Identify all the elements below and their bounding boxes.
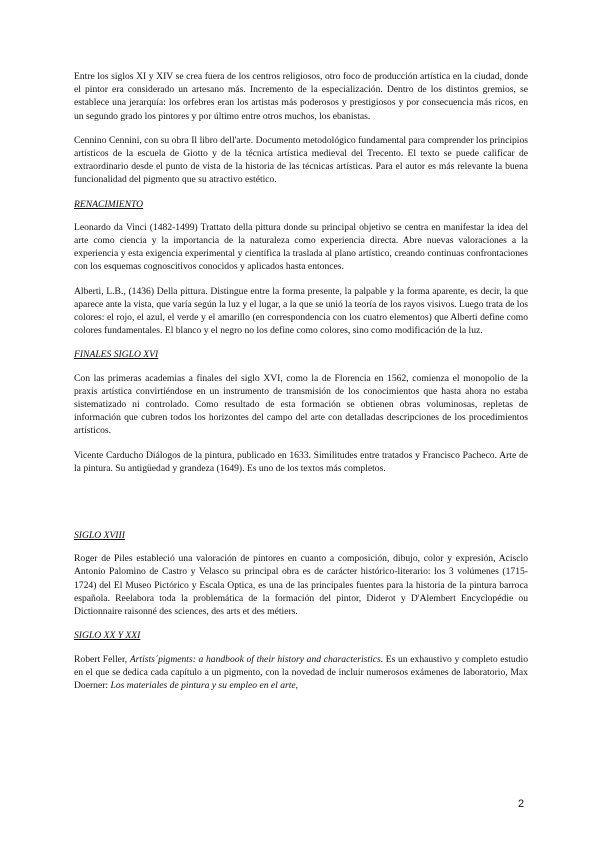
paragraph-feller xyxy=(74,653,528,693)
document-body xyxy=(74,70,528,703)
paragraph-carducho: Vicente Carducho Diálogos de la pintura, publicado en 1633. Similitudes entre tratados y Francisco Pacheco. Arte de la pintura. Su antigüedad y grandeza (1649). Es uno de los textos más completos. xyxy=(74,449,528,474)
doerner-book-title: Los materiales de pintura y su empleo en el arte, xyxy=(110,679,299,691)
heading-finales-siglo-xvi: FINALES SIGLO XVI xyxy=(74,349,159,361)
paragraph-cennini: Cennino Cennini, con su obra Il libro dell'arte. Documento metodológico fundamental para comprender los principios artísticos de la escuela de Giotto y de la técnica artística medieval del Trecento. El texto se puede calificar de extraordinario desde el punto de vista de la historia de las técnicas artísticas. Para el autor es más relevante la buena funcionalidad del pigmento que su atractivo estético. xyxy=(74,134,528,186)
paragraph-alberti: Alberti, L.B., (1436) Della pittura. Distingue entre la forma presente, la palpable y la forma aparente, es decir, la que aparece ante la vista, que varía según la luz y el lugar, a la que se unió la teoría de los rayos visivos. Luego trata de los colores: el rojo, el azul, el verde y el amarillo (en correspondencia con los cuatro elementos) que Alberti define como colores fundamentales. El blanco y el negro no los define como colores, sino como modificación de la luz. xyxy=(74,285,528,337)
page-number: 2 xyxy=(518,798,525,810)
feller-book-title: Artists´pigments: a handbook of their history and characteristics. xyxy=(129,653,384,665)
heading-siglo-xviii: SIGLO XVIII xyxy=(74,530,125,542)
paragraph-roger-de-piles: Roger de Piles estableció una valoración de pintores en cuanto a composición, dibujo, color y expresión, Acisclo Antonio Palomino de Castro y Velasco su principal obra es de carácter histórico-literario: los 3 volúmenes (1715-1724) del El Museo Pictórico y Escala Optica, es una de las principales fuentes para la historia de la pintura barroca española. Reelabora toda la problemática de la formación del pintor, Diderot y D'Alembert Encyclopédie ou Dictionnaire raisonné des sciences, des arts et des métiers. xyxy=(74,553,528,618)
heading-siglo-xx-xxi: SIGLO XX Y XXI xyxy=(74,630,141,642)
paragraph-guilds: Entre los siglos XI y XIV se crea fuera de los centros religiosos, otro foco de producción artística en la ciudad, donde el pintor era considerado un artesano más. Incremento de la especialización. Dentro de los distintos gremios, se establece una jerarquía: los orfebres eran los artistas más poderosos y prestigiosos y por consecuencia más ricos, en un segundo grado los pintores y por último entre otros muchos, los ebanistas. xyxy=(74,71,528,122)
blank-gap xyxy=(74,486,528,529)
feller-text-a: Robert Feller, xyxy=(74,653,130,665)
paragraph-academias: Con las primeras academias a finales del siglo XVI, como la de Florencia en 1562, comienza el monopolio de la praxis artística convirtiéndose en un instrumento de transmisión de los conocimientos que hasta ahora no estaba sistematizado ni controlado. Como resultado de esta formación se obtienen obras voluminosas, repletas de información que cubren todos los horizontes del campo del arte con detalladas descripciones de los procedimientos artísticos. xyxy=(74,372,528,437)
feller-text-b: Es un exhaustivo y completo estudio en el que se dedica cada capítulo a un pigmento, con la novedad de incluir numerosos exámenes de laboratorio, Max Doerner: xyxy=(74,653,528,691)
paragraph-leonardo: Leonardo da Vinci (1482-1499) Trattato della pittura donde su principal objetivo se centra en manifestar la idea del arte como ciencia y la importancia de la naturaleza como experiencia directa. Abre nuevas valoraciones a la experiencia y esta exigencia experimental y científica la traslada al plano artístico, creando continuas confrontaciones con los esquemas cognoscitivos conocidos y aplicados hasta entonces. xyxy=(74,221,528,273)
heading-renacimiento: RENACIMIENTO xyxy=(74,198,144,210)
